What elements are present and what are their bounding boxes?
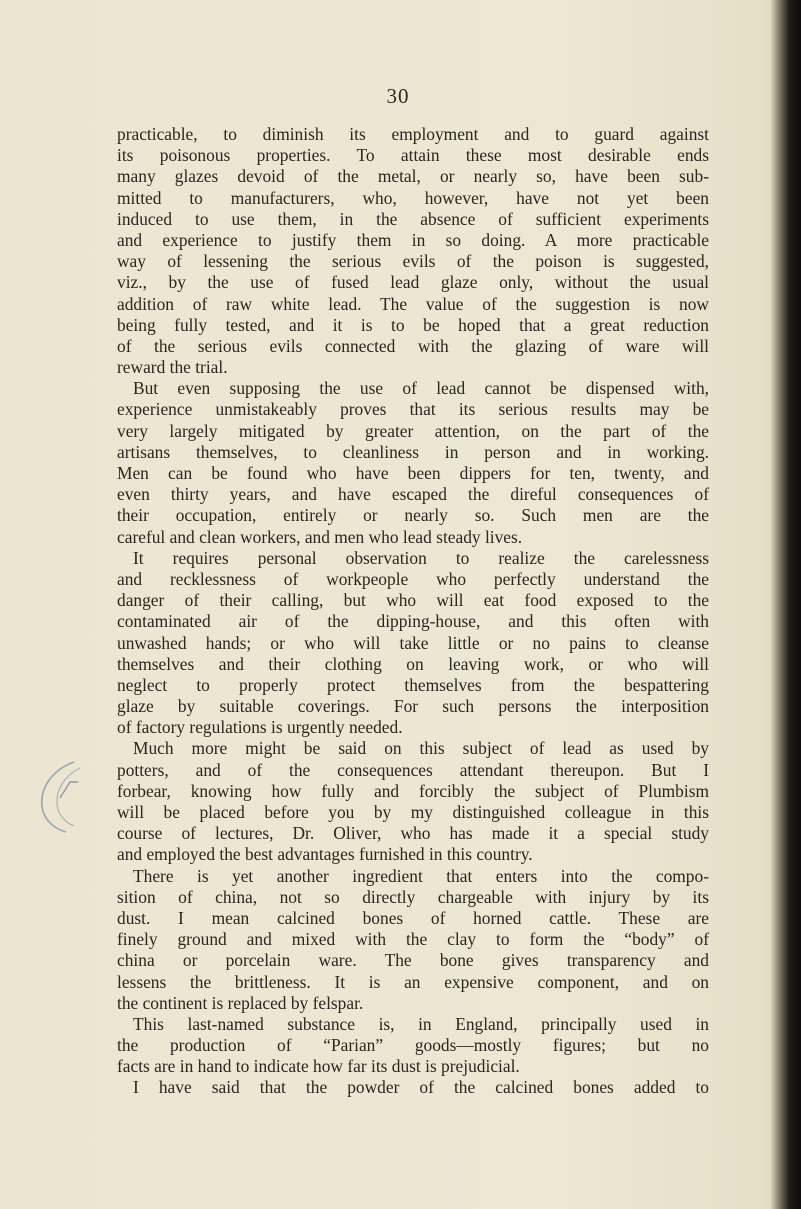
text-line: contaminated air of the dipping-house, and this often with [117, 611, 709, 632]
page-number: 30 [386, 84, 410, 108]
text-line: finely ground and mixed with the clay to form the “body” of [117, 929, 709, 950]
text-line: danger of their calling, but who will eat food exposed to the [117, 590, 709, 611]
text-line: china or porcelain ware. The bone gives transparency and [117, 950, 709, 971]
text-line: practicable, to diminish its employment and to guard against [117, 124, 709, 144]
text-line: even thirty years, and have escaped the direful consequences of [117, 484, 709, 505]
text-line: their occupation, entirely or nearly so. Such men are the [117, 505, 709, 526]
text-line: the production of “Parian” goods—mostly figures; but no [117, 1035, 709, 1056]
text-line: of factory regulations is urgently needed. [117, 717, 403, 738]
text-line: its poisonous properties. To attain these most desirable ends [117, 145, 709, 166]
text-line: This last-named substance is, in England, principally used in [133, 1013, 709, 1034]
text-line: will be placed before you by my distinguished colleague in this [117, 802, 709, 822]
text-line: very largely mitigated by greater attention, on the part of the [117, 420, 709, 441]
text-line: There is yet another ingredient that enters into the compo- [133, 865, 709, 886]
text-line: artisans themselves, to cleanliness in person and in working. [117, 441, 709, 462]
text-line: and employed the best advantages furnished in this country. [117, 844, 533, 865]
book-spine-shadow [771, 0, 801, 1209]
text-line: mitted to manufacturers, who, however, have not yet been [117, 187, 709, 208]
text-line: and recklessness of workpeople who perfectly understand the [117, 568, 709, 589]
text-line: many glazes devoid of the metal, or nearly so, have been sub- [117, 166, 709, 187]
body-text [117, 124, 709, 1099]
text-line: addition of raw white lead. The value of the suggestion is now [117, 293, 709, 314]
text-line: of the serious evils connected with the glazing of ware will [117, 335, 709, 356]
text-line: potters, and of the consequences attendant thereupon. But I [117, 759, 709, 780]
text-line: lessens the brittleness. It is an expensive component, and on [117, 971, 709, 992]
text-line: reward the trial. [117, 357, 228, 378]
text-line: and experience to justify them in so doing. A more practicable [117, 229, 709, 250]
text-line: induced to use them, in the absence of sufficient experiments [117, 208, 709, 229]
text-line: themselves and their clothing on leaving work, or who will [117, 653, 709, 674]
text-line: facts are in hand to indicate how far its dust is prejudicial. [117, 1056, 520, 1077]
text-line: It requires personal observation to realize the carelessness [133, 547, 709, 568]
text-line: forbear, knowing how fully and forcibly the subject of Plumbism [117, 780, 709, 801]
text-line: being fully tested, and it is to be hoped that a great reduction [117, 314, 709, 335]
text-line: Men can be found who have been dippers for ten, twenty, and [117, 463, 709, 483]
text-line: way of lessening the serious evils of the poison is suggested, [117, 251, 709, 272]
text-line: neglect to properly protect themselves from the bespattering [117, 674, 709, 695]
text-line: unwashed hands; or who will take little or no pains to cleanse [117, 632, 709, 653]
text-line: experience unmistakeably proves that its serious results may be [117, 399, 709, 420]
text-line: careful and clean workers, and men who lead steady lives. [117, 526, 523, 547]
text-line: course of lectures, Dr. Oliver, who has made it a special study [117, 823, 709, 844]
text-line: Much more might be said on this subject of lead as used by [133, 738, 709, 759]
library-stamp-mark [30, 758, 90, 838]
text-line: But even supposing the use of lead cannot be dispensed with, [133, 378, 709, 399]
text-line: dust. I mean calcined bones of horned cattle. These are [117, 907, 709, 928]
text-line: sition of china, not so directly chargeable with injury by its [117, 886, 709, 907]
text-line: glaze by suitable coverings. For such persons the interposition [117, 696, 709, 717]
text-line: I have said that the powder of the calcined bones added to [133, 1077, 709, 1098]
text-line: viz., by the use of fused lead glaze only, without the usual [117, 272, 709, 293]
text-line: the continent is replaced by felspar. [117, 992, 364, 1013]
